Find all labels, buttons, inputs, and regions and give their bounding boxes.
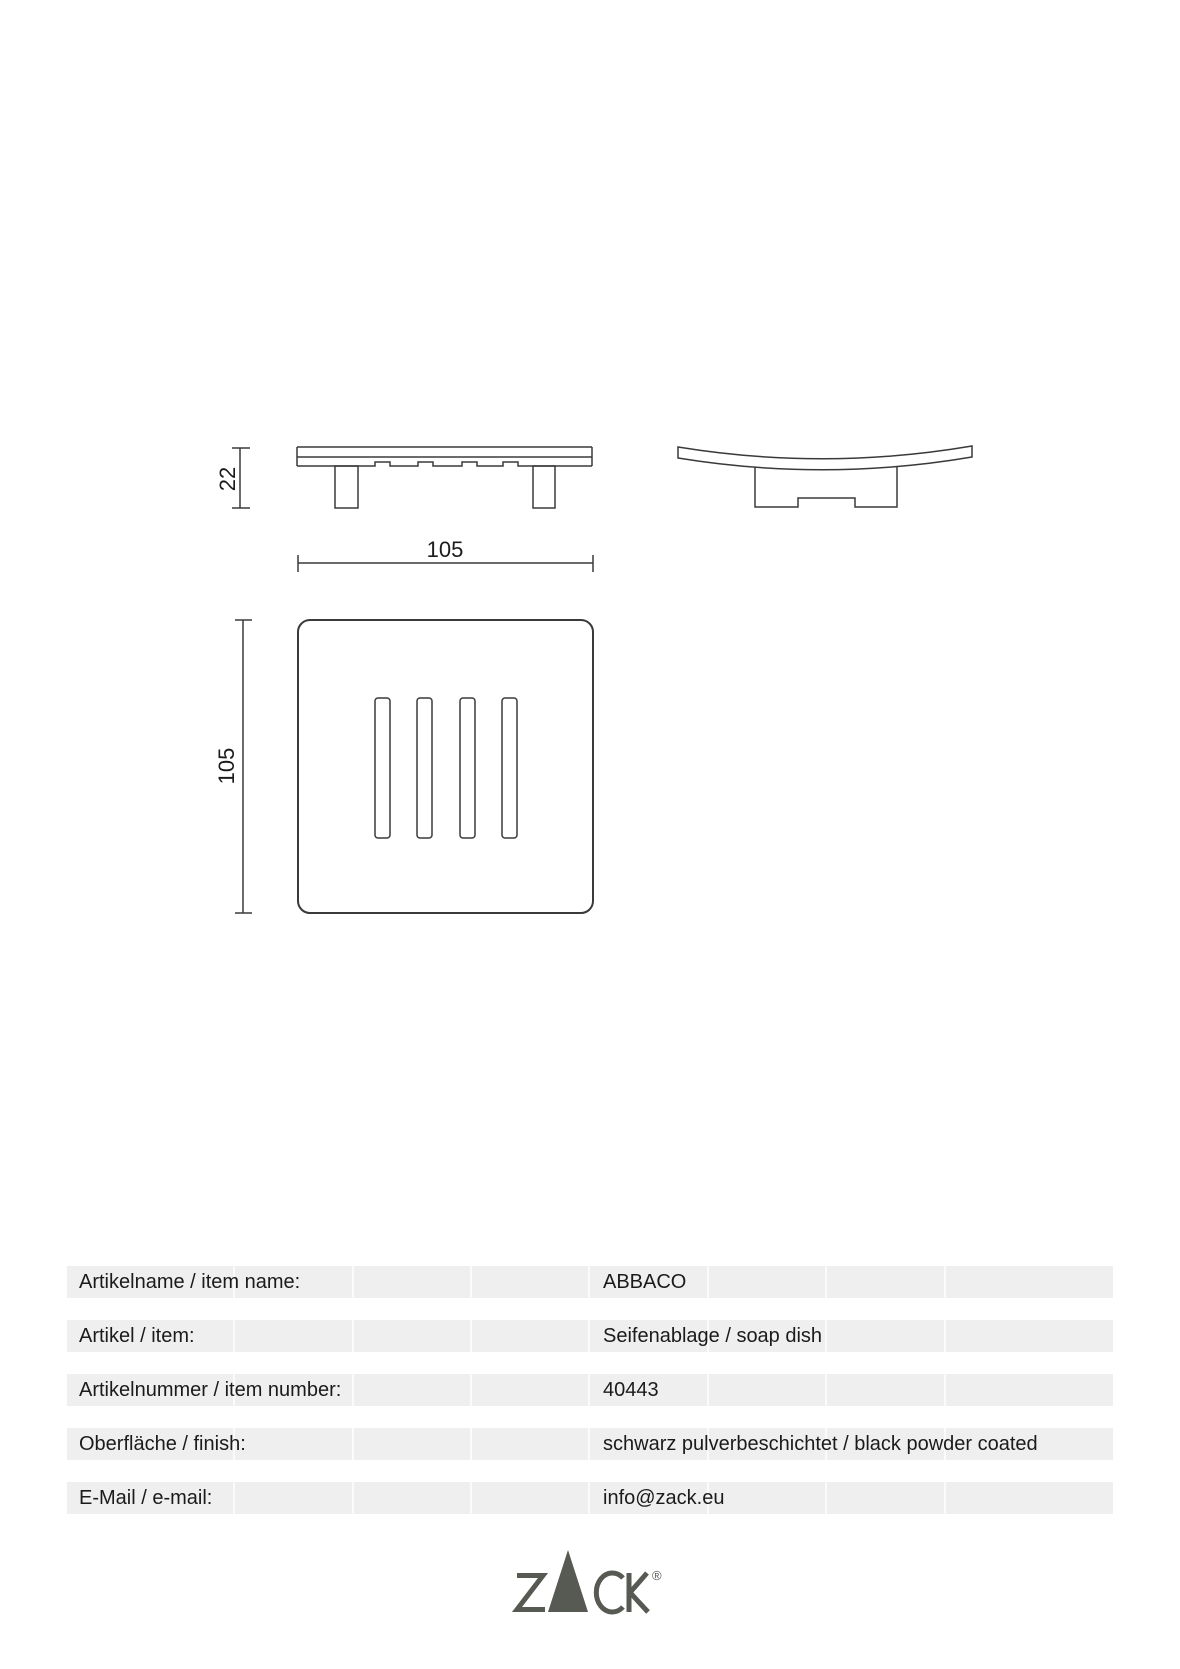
spec-label: Oberfläche / finish: (79, 1433, 246, 1455)
plate-outline (297, 447, 592, 466)
spec-row-email (67, 1482, 1113, 1514)
dimension-width-label: 105 (426, 537, 464, 562)
spec-row-item-name (67, 1266, 1113, 1298)
spec-value: schwarz pulverbeschichtet / black powder coated (603, 1433, 1038, 1455)
front-view (297, 447, 592, 508)
spec-value: Seifenablage / soap dish (603, 1325, 823, 1347)
spec-row-finish (67, 1428, 1113, 1460)
spec-label: E-Mail / e-mail: (79, 1487, 213, 1509)
spec-row-item-number (67, 1374, 1113, 1406)
base-block (755, 467, 897, 507)
logo-triangle-a-icon (548, 1550, 588, 1612)
logo-letter-c (596, 1573, 623, 1612)
spec-row-item (67, 1320, 1113, 1352)
zack-logo (505, 1546, 675, 1618)
spec-label: Artikel / item: (79, 1325, 195, 1347)
curved-plate (678, 446, 972, 470)
spec-value: ABBACO (603, 1271, 687, 1293)
dimension-height-label: 22 (214, 466, 240, 492)
slot-3 (460, 698, 475, 838)
spec-label: Artikelname / item name: (79, 1271, 301, 1293)
foot-left (335, 466, 358, 508)
slot-1 (375, 698, 390, 838)
logo-letter-z (517, 1576, 545, 1610)
spec-value: 40443 (603, 1379, 659, 1401)
logo-letter-k (629, 1573, 648, 1612)
side-view (678, 446, 972, 507)
spec-label: Artikelnummer / item number: (79, 1379, 342, 1401)
registered-trademark: ® (652, 1568, 662, 1583)
spec-value: info@zack.eu (603, 1487, 725, 1509)
top-view (298, 620, 593, 913)
slot-2 (417, 698, 432, 838)
dimension-depth-label: 105 (213, 747, 239, 785)
foot-right (533, 466, 555, 508)
slot-4 (502, 698, 517, 838)
square-plate (298, 620, 593, 913)
